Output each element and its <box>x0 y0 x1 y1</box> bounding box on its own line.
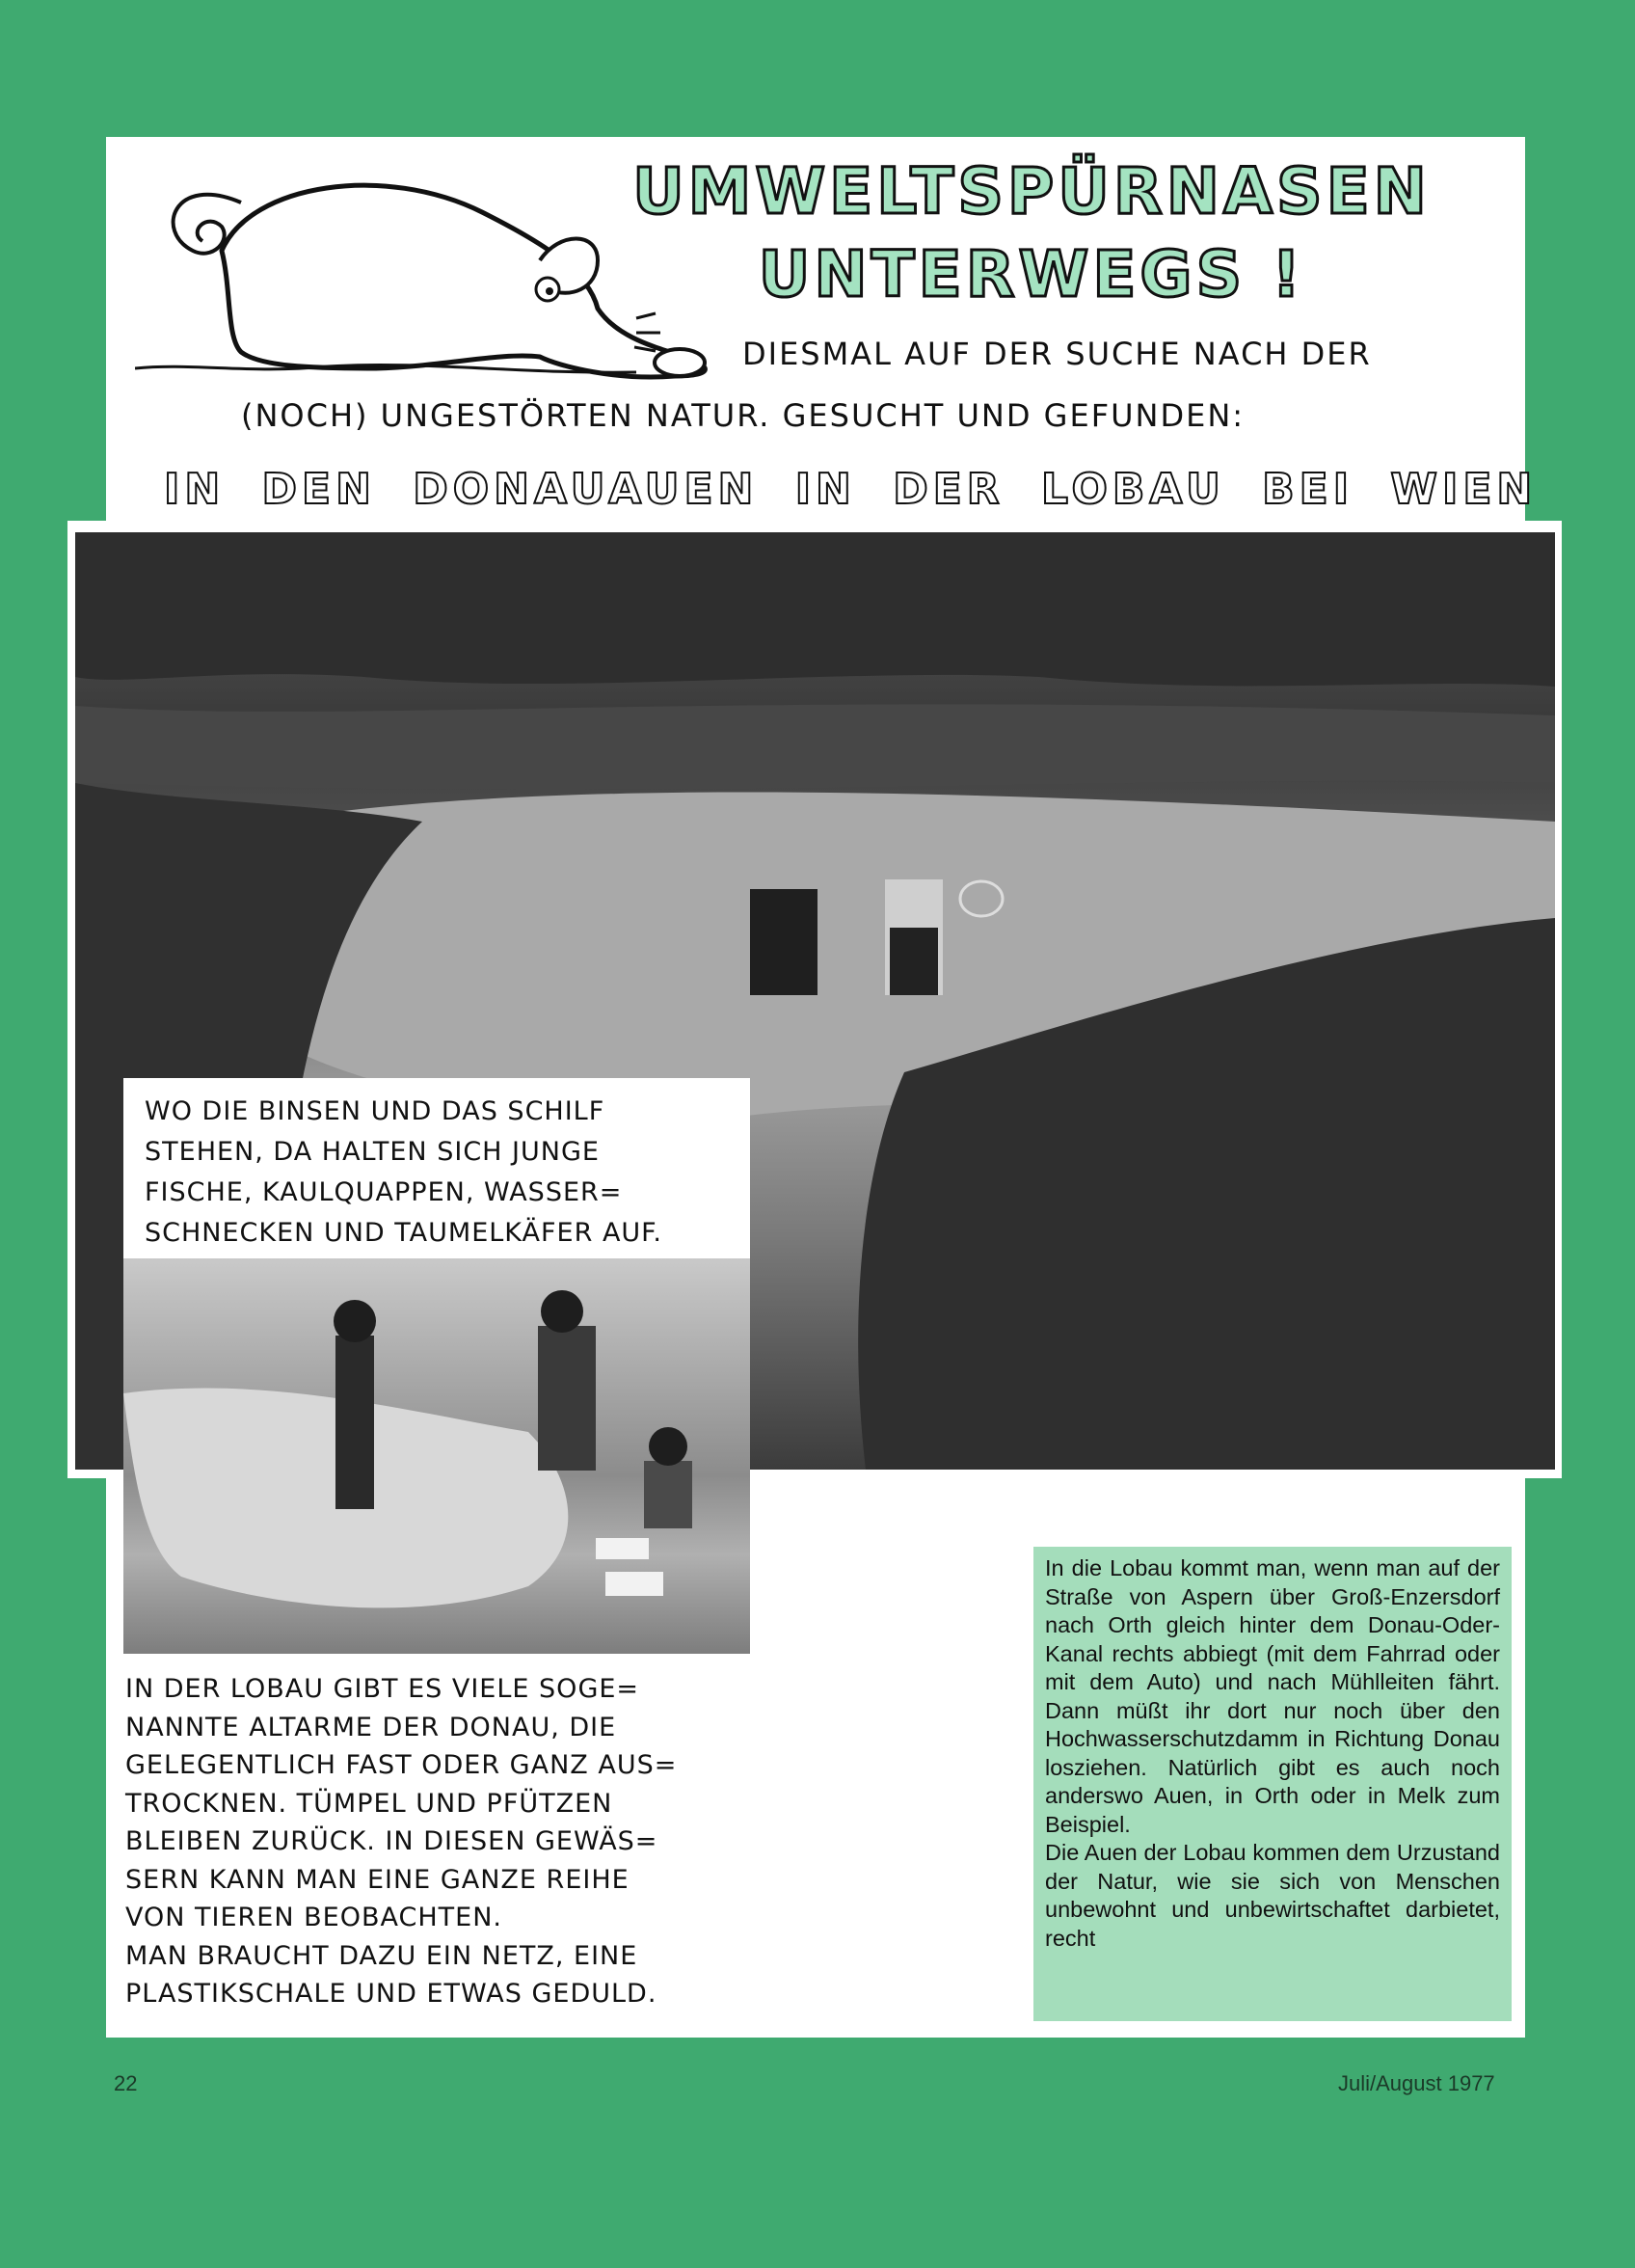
subtitle-line-1: DIESMAL AUF DER SUCHE NACH DER <box>742 336 1372 372</box>
story-text: IN DER LOBAU GIBT ES VIELE SOGE= NANNTE ALTARME DER DONAU, DIE GELEGENTLICH FAST ODER GANZ AUS= TROCKNEN. TÜMPEL UND PFÜTZEN BLEIBEN ZURÜCK. IN DIESEN GEWÄS= SERN KANN MAN EINE GANZE REIHE VON TIEREN BEOBACHTEN. MAN BRAUCHT DAZU EIN NETZ, EINE PLASTIKSCHALE UND ETWAS GEDULD. <box>125 1674 678 2009</box>
photo-caption: WO DIE BINSEN UND DAS SCHILF STEHEN, DA HALTEN SICH JUNGE FISCHE, KAULQUAPPEN, WASSER= SCHNECKEN UND TAUMELKÄFER AUF. <box>145 1096 662 1248</box>
title-line-2: UNTERWEGS ! <box>758 237 1305 311</box>
page-number: 22 <box>114 2071 138 2095</box>
photo-caption-box <box>123 1078 750 1261</box>
info-text: In die Lobau kommt man, wenn man auf der Straße von Aspern über Groß-Enzersdorf nach Orth gleich hinter dem Donau-Oder-Kanal rechts abbiegt (mit dem Fahrrad oder mit dem Auto) und nach Mühlleiten fährt. Dann müßt ihr dort nur noch über den Hochwasserschutzdamm in Richtung Donau losziehen. Natürlich gibt es auch noch anderswo Auen, in Orth oder in Melk zum Beispiel. Die Auen der Lobau kommen dem Urzustand der Natur, wie sie sich von Menschen unbewohnt und unbewirtschaftet darbietet, recht <box>1045 1555 1500 1951</box>
issue-date: Juli/August 1977 <box>1338 2071 1495 2095</box>
title-line-1: UMWELTSPÜRNASEN <box>632 154 1431 229</box>
info-box <box>1033 1547 1512 2021</box>
children-puddle-photo <box>123 1258 750 1654</box>
subtitle-line-2: (NOCH) UNGESTÖRTEN NATUR. GESUCHT UND GEFUNDEN: <box>241 397 1246 434</box>
headline: IN DEN DONAUAUEN IN DER LOBAU BEI WIEN <box>164 465 1538 514</box>
